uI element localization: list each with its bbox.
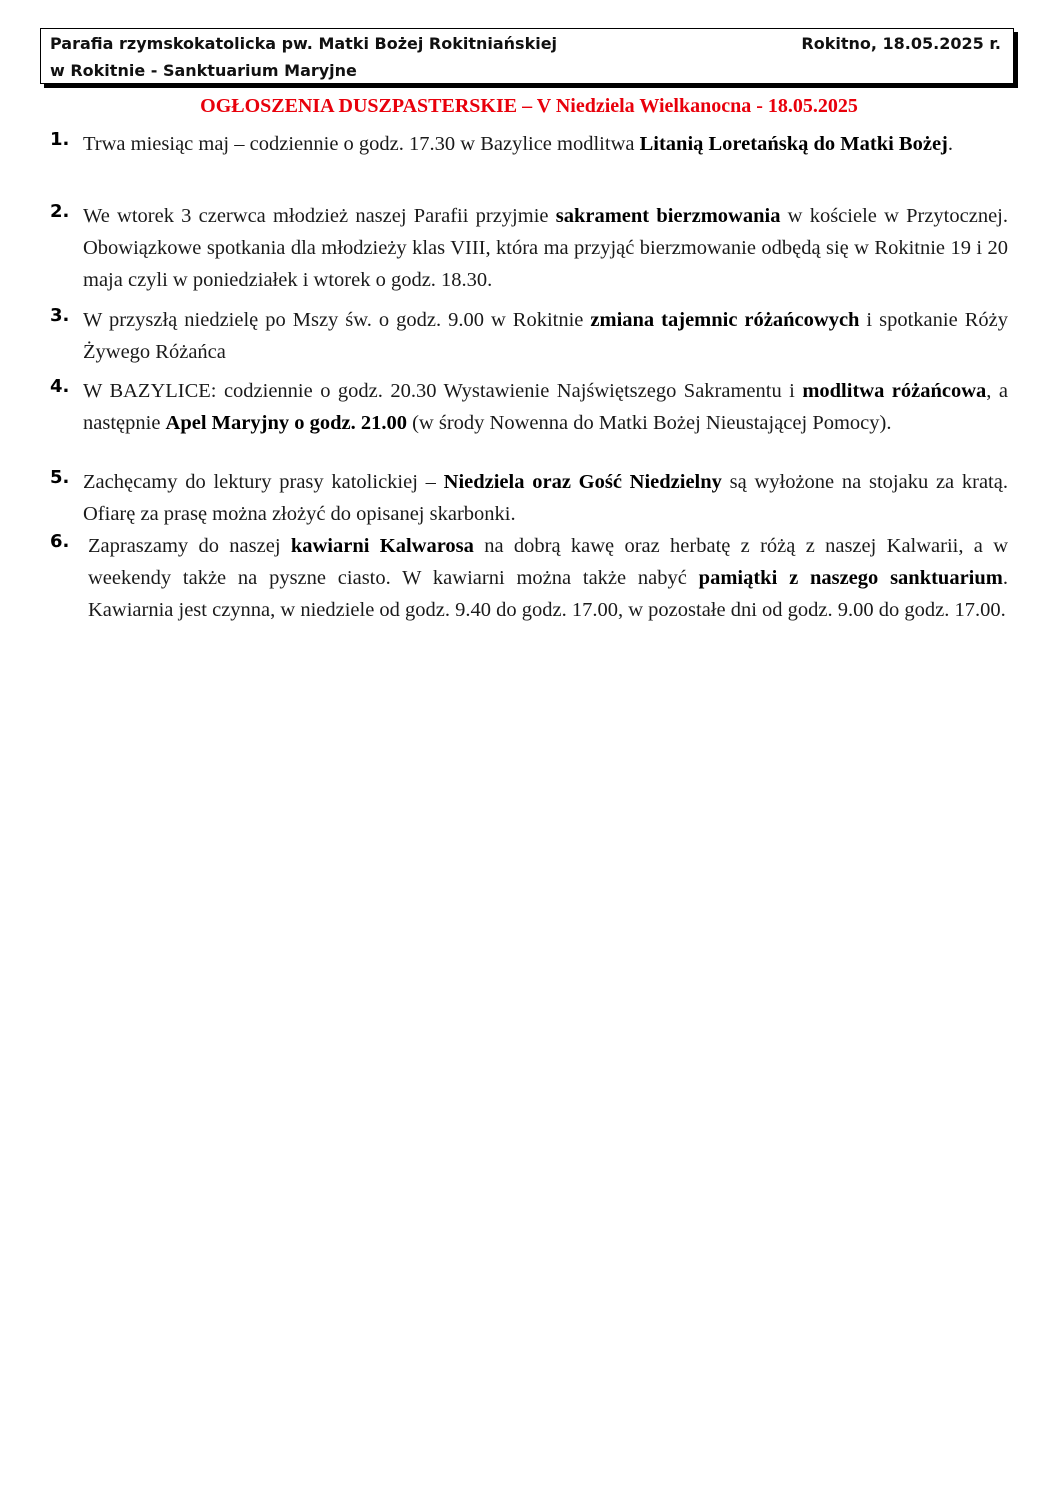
announcement-number: 3. bbox=[50, 305, 70, 326]
bold-segment: zmiana tajemnic różańcowych bbox=[590, 309, 860, 331]
text-segment: W BAZYLICE: codziennie o godz. 20.30 Wystawienie Najświętszego Sakramentu i bbox=[83, 380, 803, 402]
announcement-text bbox=[83, 304, 1008, 368]
header-box bbox=[40, 28, 1014, 84]
bold-segment: Niedziela oraz Gość Niedzielny bbox=[443, 471, 722, 493]
bold-segment: Apel Maryjny o godz. 21.00 bbox=[165, 412, 407, 434]
header-first-line bbox=[50, 34, 1001, 53]
parish-subtitle: w Rokitnie - Sanktuarium Maryjne bbox=[50, 61, 357, 80]
announcement-number: 4. bbox=[50, 376, 70, 397]
text-segment: . Kawiarnia jest czynna, w niedziele od godz. 9.40 do godz. 17.00, w pozostałe dni od godz. 9.00 do godz. 17.00. bbox=[88, 567, 1008, 621]
bold-segment: kawiarni Kalwarosa bbox=[290, 535, 474, 557]
page-title: OGŁOSZENIA DUSZPASTERSKIE – V Niedziela Wielkanocna - 18.05.2025 bbox=[200, 95, 858, 117]
announcement-text bbox=[88, 530, 1008, 626]
text-segment: W przyszłą niedzielę po Mszy św. o godz. 9.00 w Rokitnie bbox=[83, 309, 591, 331]
announcement-number: 1. bbox=[50, 129, 70, 150]
text-segment: Zapraszamy do naszej bbox=[88, 535, 291, 557]
announcement-text bbox=[83, 466, 1008, 530]
announcement-number: 6. bbox=[50, 531, 70, 552]
text-segment: (w środy Nowenna do Matki Bożej Nieustającej Pomocy). bbox=[406, 412, 892, 434]
text-segment: . bbox=[947, 133, 953, 155]
text-segment: Zachęcamy do lektury prasy katolickiej – bbox=[83, 471, 444, 493]
text-segment: , a następnie bbox=[83, 380, 1008, 434]
bold-segment: Litanią Loretańską do Matki Bożej bbox=[639, 133, 948, 155]
announcement-number: 5. bbox=[50, 467, 70, 488]
announcement-number: 2. bbox=[50, 201, 70, 222]
place-date: Rokitno, 18.05.2025 r. bbox=[801, 34, 1001, 53]
text-segment: są wyłożone na stojaku za kratą. Ofiarę za prasę można złożyć do opisanej skarbonki. bbox=[83, 471, 1008, 525]
bold-segment: pamiątki z naszego sanktuarium bbox=[698, 567, 1003, 589]
bold-segment: sakrament bierzmowania bbox=[555, 205, 781, 227]
text-segment: na dobrą kawę oraz herbatę z różą z naszej Kalwarii, a w weekendy także na pyszne ciasto. W kawiarni można także nabyć bbox=[88, 535, 1009, 589]
text-segment: Trwa miesiąc maj – codziennie o godz. 17.30 w Bazylice modlitwa bbox=[83, 133, 640, 155]
text-segment: We wtorek 3 czerwca młodzież naszej Parafii przyjmie bbox=[83, 205, 556, 227]
text-segment: w kościele w Przytocznej. Obowiązkowe spotkania dla młodzieży klas VIII, która ma przyjąć bierzmowanie odbędą się w Rokitnie 19 i 20 maja czyli w poniedziałek i wtorek o godz. 18.30. bbox=[83, 205, 1008, 291]
parish-name: Parafia rzymskokatolicka pw. Matki Bożej Rokitniańskiej bbox=[50, 34, 558, 53]
announcement-text bbox=[83, 375, 1008, 439]
announcement-text bbox=[83, 200, 1008, 296]
bold-segment: modlitwa różańcowa bbox=[802, 380, 987, 402]
text-segment: i spotkanie Róży Żywego Różańca bbox=[83, 309, 1008, 363]
announcement-text bbox=[83, 128, 1008, 160]
